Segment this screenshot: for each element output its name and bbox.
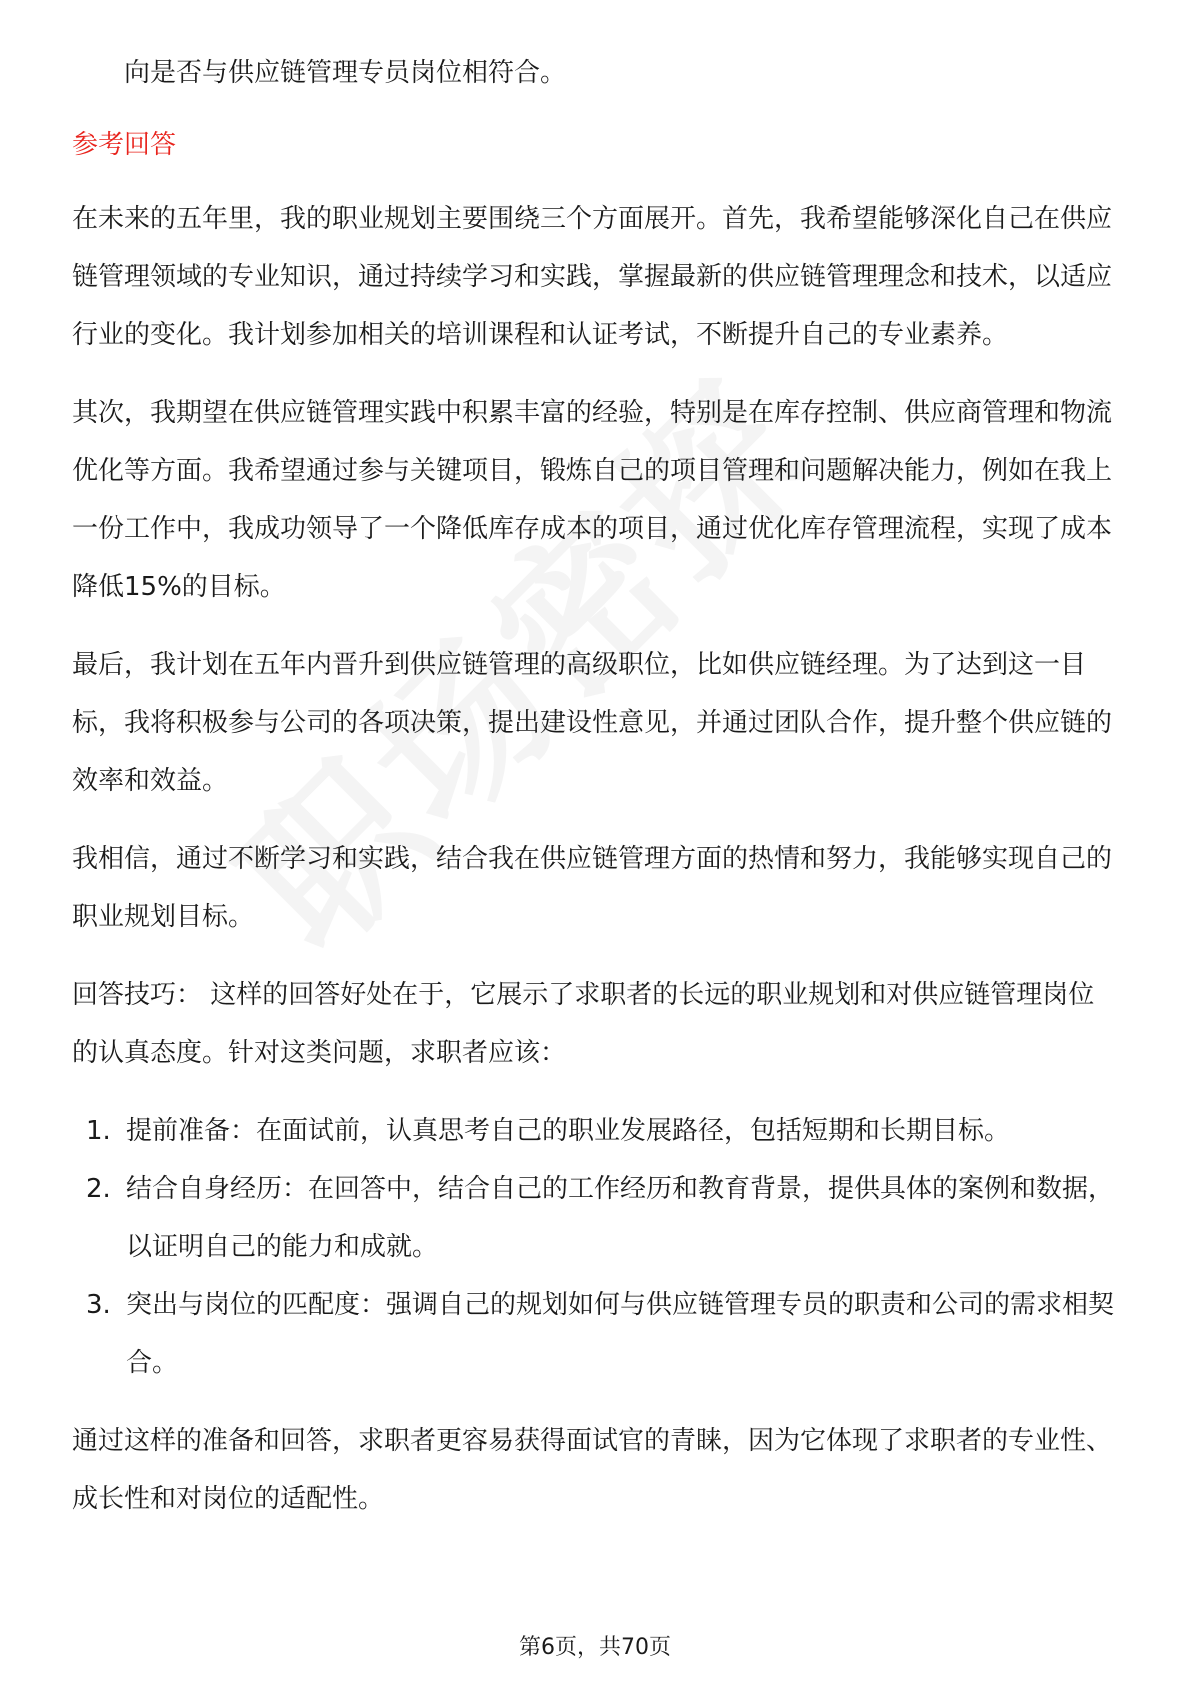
list-item (72, 1276, 1120, 1392)
list-item-text: 提前准备：在面试前，认真思考自己的职业发展路径，包括短期和长期目标。 (126, 1116, 1011, 1146)
list-item-text: 突出与岗位的匹配度：强调自己的规划如何与供应链管理专员的职责和公司的需求相契合。 (126, 1290, 1115, 1378)
section-heading: 参考回答 (72, 130, 177, 160)
tips-intro-paragraph: 回答技巧： 这样的回答好处在于，它展示了求职者的长远的职业规划和对供应链管理岗位的认真态度。针对这类问题，求职者应该： (72, 980, 1095, 1068)
list-item-number: 1. (86, 1116, 111, 1146)
page-content (72, 44, 1120, 1528)
answer-paragraph-1: 在未来的五年里，我的职业规划主要围绕三个方面展开。首先，我希望能够深化自己在供应链管理领域的专业知识，通过持续学习和实践，掌握最新的供应链管理理念和技术，以适应行业的变化。我计划参加相关的培训课程和认证考试，不断提升自己的专业素养。 (72, 204, 1113, 350)
tips-list (72, 1102, 1120, 1392)
answer-paragraph-4: 我相信，通过不断学习和实践，结合我在供应链管理方面的热情和努力，我能够实现自己的职业规划目标。 (72, 844, 1113, 932)
list-item-text: 结合自身经历：在回答中，结合自己的工作经历和教育背景，提供具体的案例和数据，以证明自己的能力和成就。 (126, 1174, 1115, 1262)
continued-question-text: 向是否与供应链管理专员岗位相符合。 (124, 58, 567, 88)
list-item (72, 1102, 1120, 1160)
page-footer: 第6页，共70页 (519, 1635, 671, 1660)
answer-paragraph-3: 最后，我计划在五年内晋升到供应链管理的高级职位，比如供应链经理。为了达到这一目标，我将积极参与公司的各项决策，提出建设性意见，并通过团队合作，提升整个供应链的效率和效益。 (72, 650, 1113, 796)
list-item (72, 1160, 1120, 1276)
answer-paragraph-2: 其次，我期望在供应链管理实践中积累丰富的经验，特别是在库存控制、供应商管理和物流优化等方面。我希望通过参与关键项目，锻炼自己的项目管理和问题解决能力，例如在我上一份工作中，我成功领导了一个降低库存成本的项目，通过优化库存管理流程，实现了成本降低15%的目标。 (72, 398, 1113, 602)
list-item-number: 2. (86, 1174, 111, 1204)
list-item-number: 3. (86, 1290, 111, 1320)
closing-paragraph: 通过这样的准备和回答，求职者更容易获得面试官的青睐，因为它体现了求职者的专业性、成长性和对岗位的适配性。 (72, 1426, 1113, 1514)
